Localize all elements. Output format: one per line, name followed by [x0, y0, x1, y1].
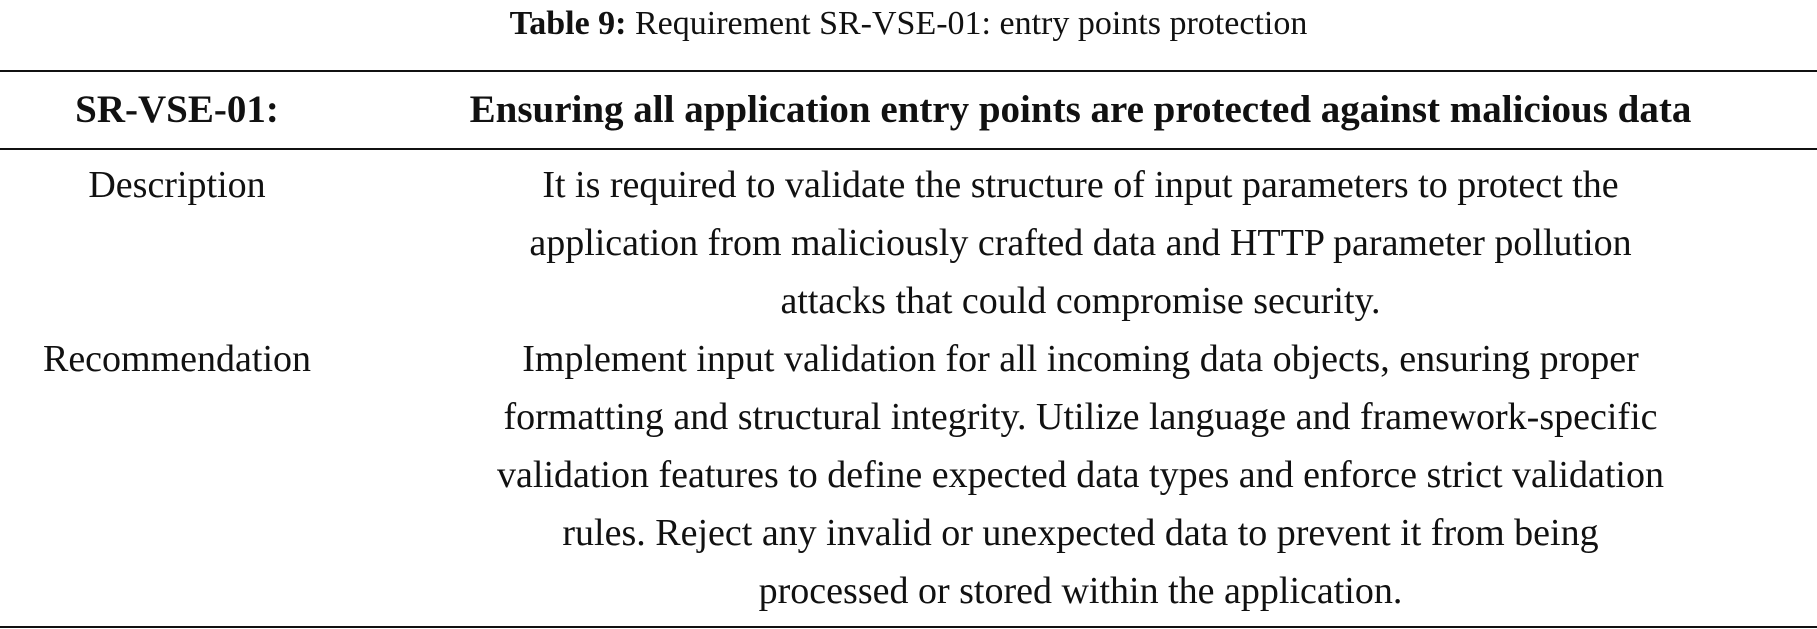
text-line: formatting and structural integrity. Utilize language and framework-specific: [503, 396, 1658, 438]
text-line: attacks that could compromise security.: [780, 280, 1381, 322]
requirement-table: [0, 70, 1817, 628]
text-line: Implement input validation for all incoming data objects, ensuring proper: [522, 338, 1639, 380]
text-line: validation features to define expected data types and enforce strict validation: [497, 454, 1664, 496]
caption-text: Requirement SR-VSE-01: entry points protection: [634, 5, 1308, 42]
row-label-description: Description: [88, 164, 266, 206]
recommendation-text: [354, 330, 1817, 620]
row-label-recommendation: Recommendation: [42, 338, 312, 380]
text-line: rules. Reject any invalid or unexpected data to prevent it from being: [562, 512, 1599, 554]
text-line: It is required to validate the structure of input parameters to protect the: [542, 164, 1619, 206]
table-header-row: [0, 72, 1817, 150]
table-row: [0, 330, 1817, 626]
requirement-title: Ensuring all application entry points are protected against malicious data: [469, 88, 1692, 131]
requirement-id: SR-VSE-01:: [75, 88, 279, 131]
table-caption: [0, 4, 1817, 44]
description-text: [354, 156, 1817, 330]
caption-label: Table 9:: [509, 5, 627, 42]
table-row: [0, 150, 1817, 330]
text-line: processed or stored within the application.: [758, 570, 1403, 612]
text-line: application from maliciously crafted data and HTTP parameter pollution: [529, 222, 1632, 264]
